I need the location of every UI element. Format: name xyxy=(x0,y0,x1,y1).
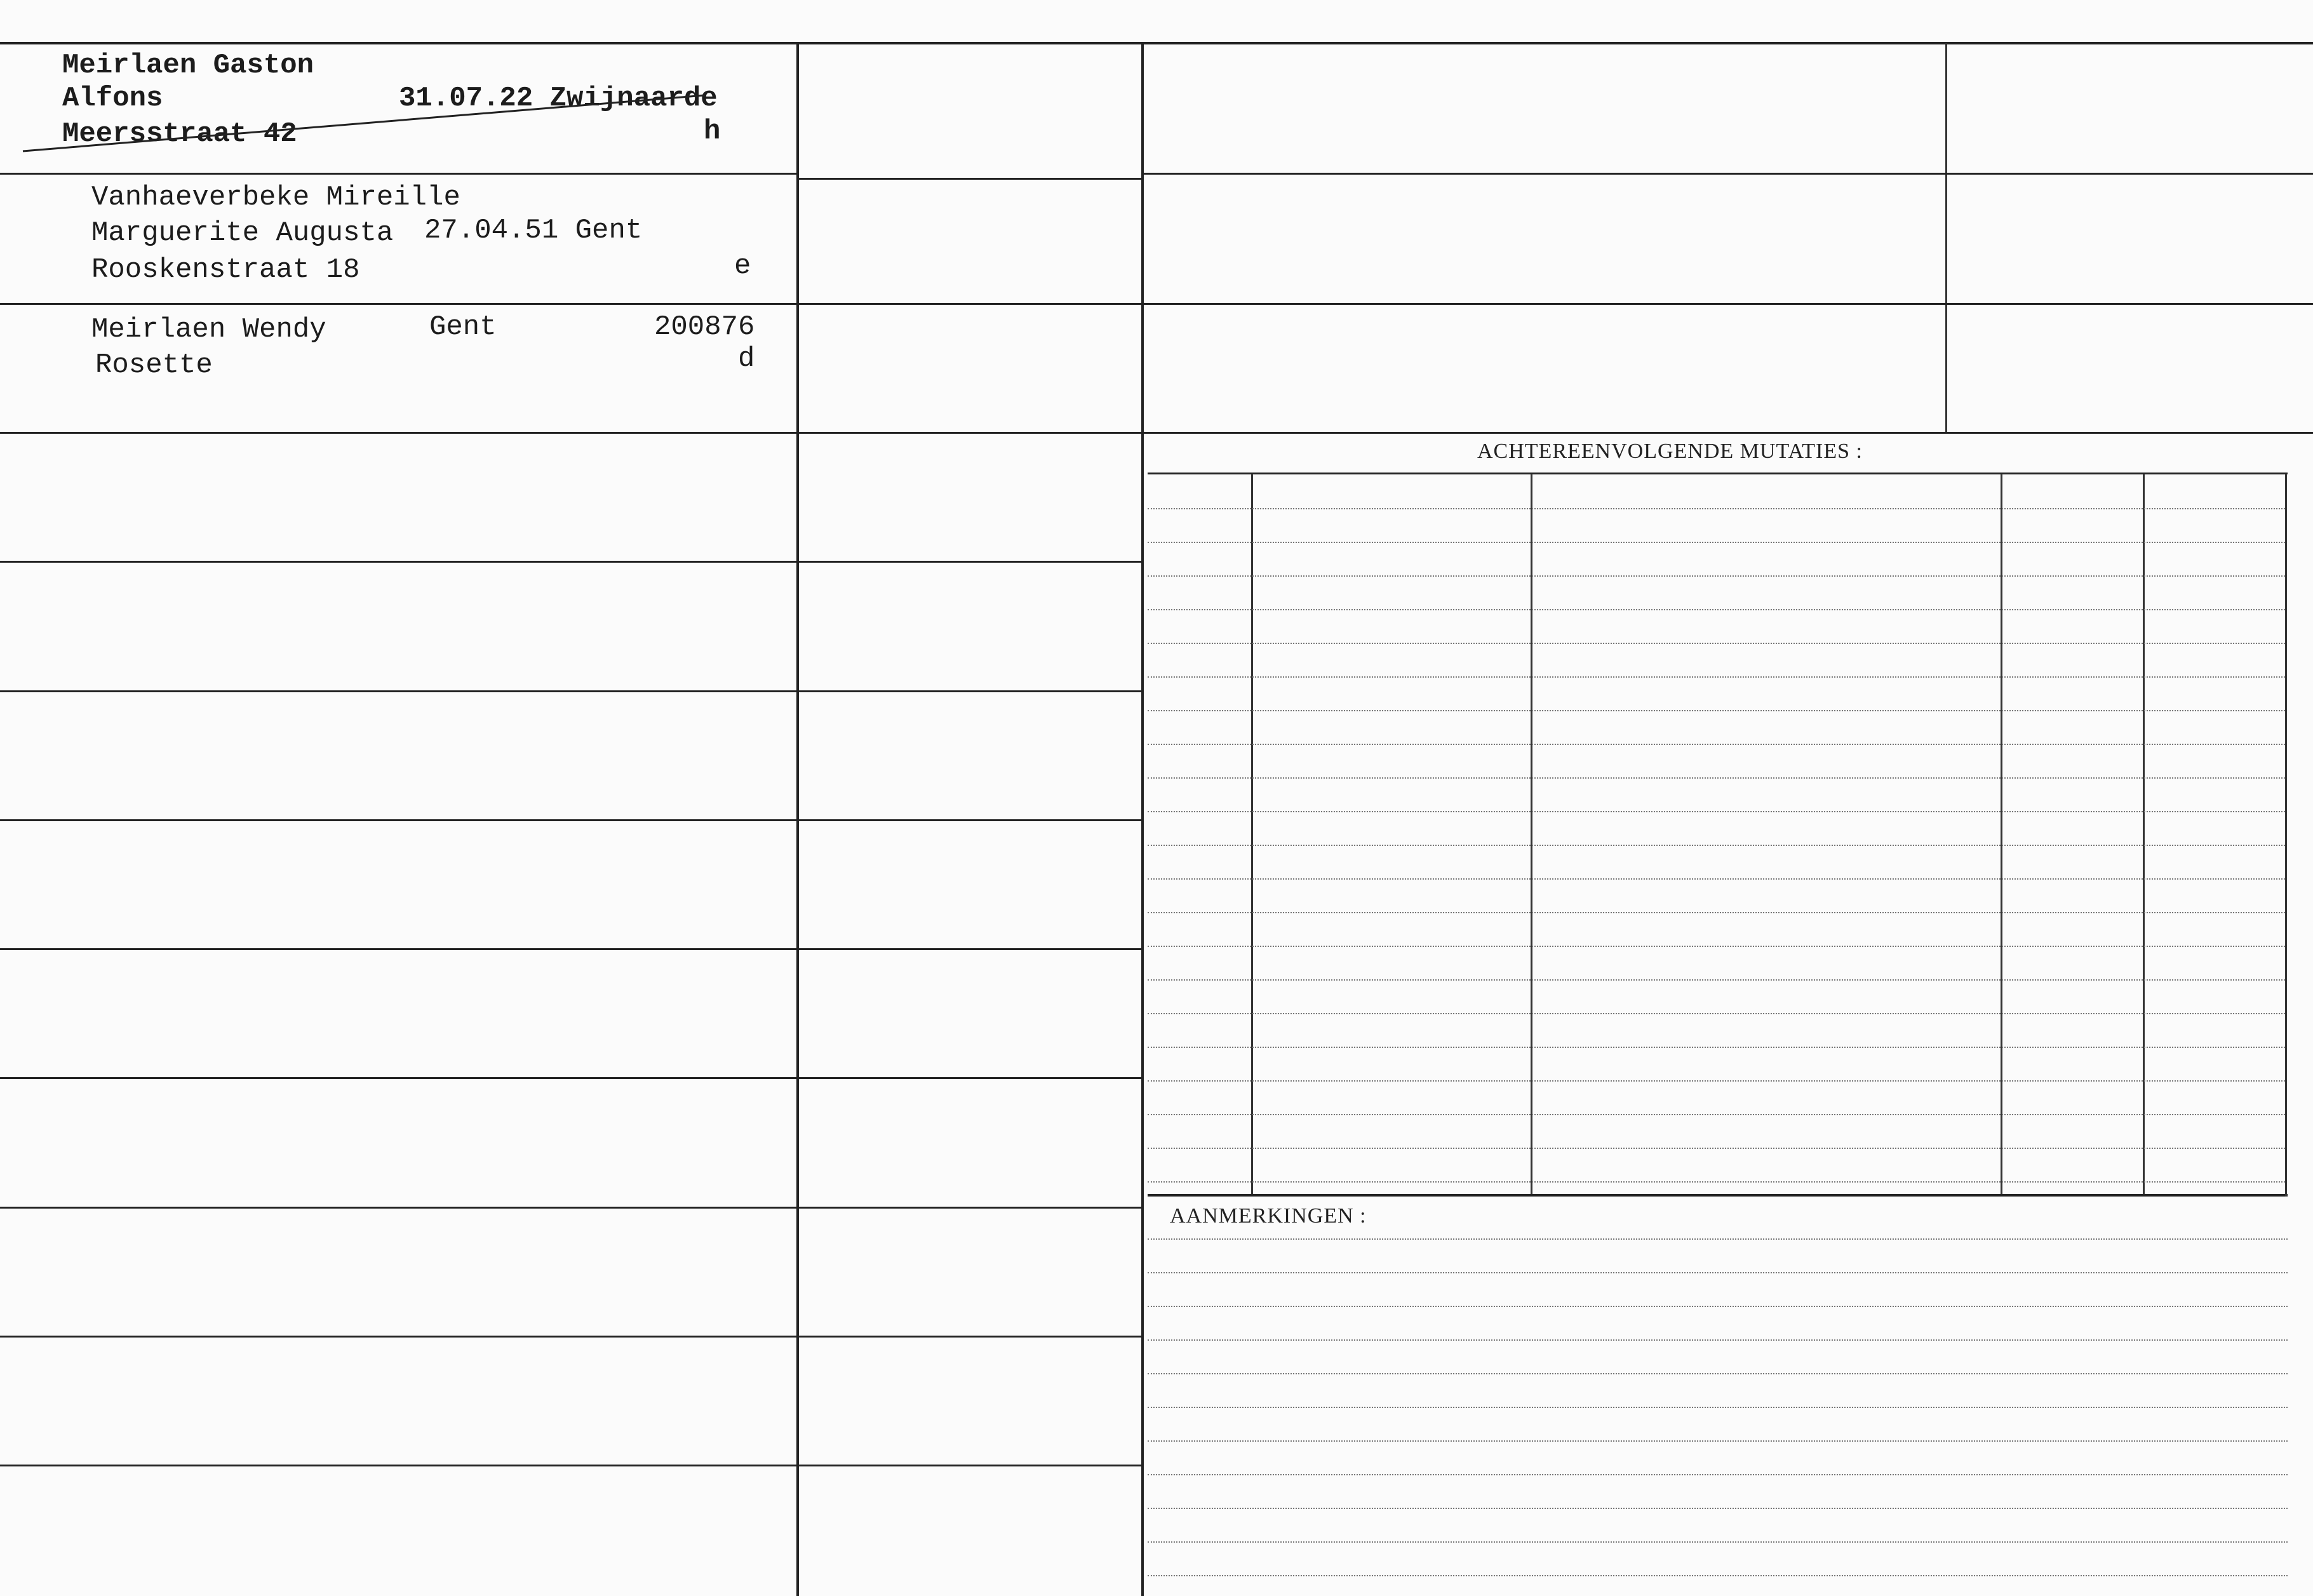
entry-1-address: Meersstraat 42 xyxy=(62,118,297,150)
entry-3-place: Gent xyxy=(429,311,497,343)
entry-1-name: Meirlaen Gaston xyxy=(62,50,314,81)
entry-2-name: Vanhaeverbeke Mireille xyxy=(91,182,460,213)
entry-1-birth: 31.07.22 Zwijnaarde xyxy=(399,83,718,114)
entry-3-code: d xyxy=(738,343,755,375)
entry-2-code: e xyxy=(734,250,751,282)
entry-2-address: Rooskenstraat 18 xyxy=(91,254,360,286)
entry-1-code: h xyxy=(704,116,721,147)
entry-3-given: Rosette xyxy=(95,349,213,381)
remarks-heading: AANMERKINGEN : xyxy=(1170,1204,1367,1228)
entry-2-birth: 27.04.51 Gent xyxy=(424,215,643,246)
mutations-heading: ACHTEREENVOLGENDE MUTATIES : xyxy=(1477,439,1863,463)
entry-1-given: Alfons xyxy=(62,83,163,114)
entry-2-given: Marguerite Augusta xyxy=(91,217,394,249)
entry-3-birth: 200876 xyxy=(654,311,755,343)
entry-3-name: Meirlaen Wendy xyxy=(91,314,326,345)
